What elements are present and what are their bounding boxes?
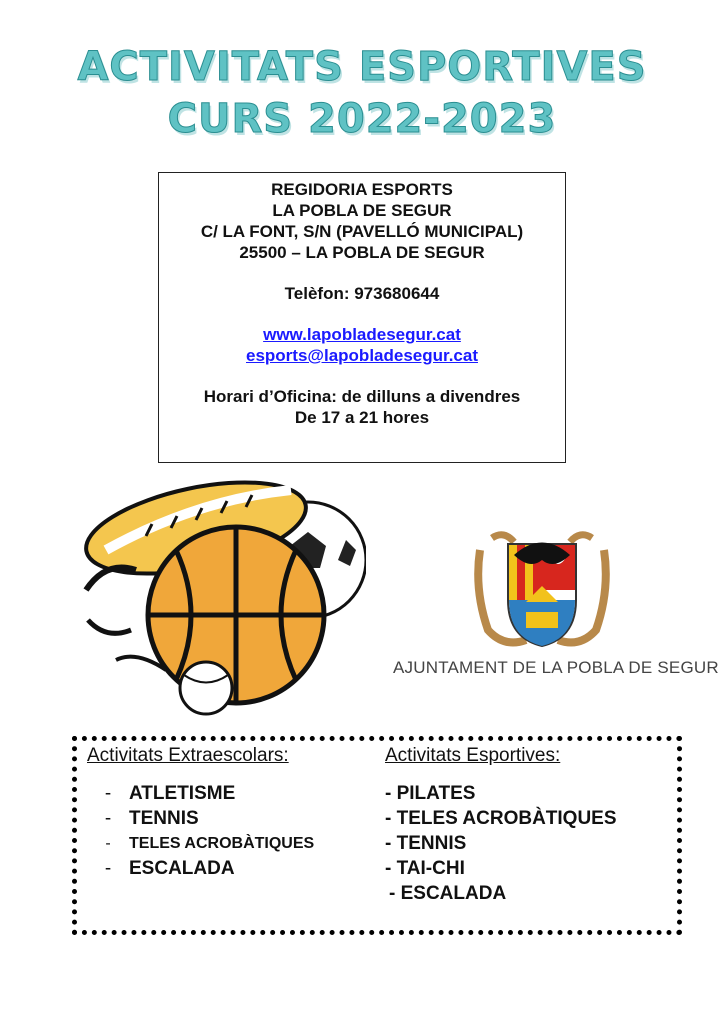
address-line: C/ LA FONT, S/N (PAVELLÓ MUNICIPAL) [200,222,524,241]
extracurricular-column [87,745,377,881]
office-hours-days: Horari d’Oficina: de dilluns a divendres [203,387,521,406]
email-link[interactable]: esports@lapobladesegur.cat [246,346,478,365]
office-hours-time: De 17 a 21 hores [294,408,430,427]
page-title-line-2: CURS 2022-2023 [167,96,557,142]
department-name: REGIDORIA ESPORTS [271,180,453,199]
basketball-icon [148,527,324,703]
sports-column [385,745,685,906]
list-item: - TENNIS [385,833,467,854]
list-item: - TELES ACROBÀTIQUES [385,808,617,829]
sports-heading: Activitats Esportives: [385,745,561,766]
town-line: LA POBLA DE SEGUR [272,201,452,220]
sports-balls-illustration [76,470,366,720]
website-link[interactable]: www.lapobladesegur.cat [263,325,461,344]
phone-text: Telèfon: 973680644 [284,284,440,303]
contact-box [158,172,566,463]
list-item: - TAI-CHI [385,858,465,879]
list-item: - TENNIS [104,808,199,829]
list-item: - ATLETISME [104,783,236,804]
extracurricular-heading: Activitats Extraescolars: [87,745,289,766]
list-item: - ESCALADA [104,858,235,879]
town-hall-name: AJUNTAMENT DE LA POBLA DE SEGUR [393,658,719,677]
list-item: - PILATES [385,783,476,804]
list-item: - TELES ACROBÀTIQUES [105,835,315,852]
activities-box [72,736,682,935]
tennis-ball-icon [180,662,232,714]
town-crest-icon [474,530,610,650]
page-title-line-1: ACTIVITATS ESPORTIVES [77,44,647,90]
postal-line: 25500 – LA POBLA DE SEGUR [239,243,485,262]
list-item: - ESCALADA [389,883,507,904]
